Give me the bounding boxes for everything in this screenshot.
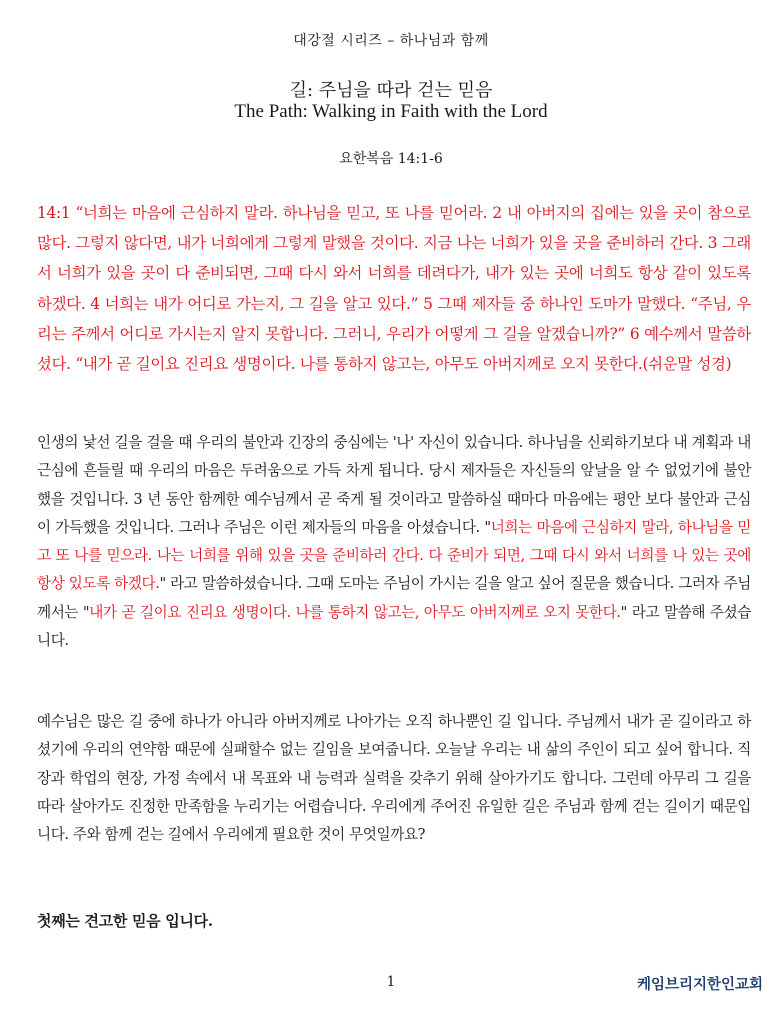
paragraph-1-text-b: " 라고 말씀하셨습니다. 그때 도마는 주님이 가시는 길을 알고 싶어 질문을 했습니다. 그러자 주님께서는 ": [37, 575, 751, 621]
body-paragraph-2: 예수님은 많은 길 중에 하나가 아니라 아버지께로 나아가는 오직 하나뿐인 길 입니다. 주님께서 내가 곧 길이라고 하셨기에 우리의 연약함 때문에 실패할수 없는 길임을 보여줍니다. 오늘날 우리는 내 삶의 주인이 되고 싶어 합니다. 직장과 학업의 현장, 가정 속에서 내 목표와 내 능력과 실력을 갖추기 위해 살아가기도 합니다. 그런데 아무리 그 길을 따라 살아가도 진정한 만족함을 누리기는 어렵습니다. 우리에게 주어진 유일한 길은 주님과 함께 걷는 길이기 때문입니다. 주와 함께 걷는 길에서 우리에게 필요한 것이 무엇일까요?: [37, 713, 751, 844]
scripture-reference: 요한복음 14:1-6: [339, 151, 443, 167]
sermon-title-korean: 길: 주님을 따라 걷는 믿음: [289, 80, 493, 101]
paragraph-1-text-a: 인생의 낯선 길을 걸을 때 우리의 불안과 긴장의 중심에는 '나' 자신이 있습니다. 하나님을 신뢰하기보다 내 계획과 내 근심에 흔들릴 때 우리의 마음은 두려움으로 가득 차게 됩니다. 당시 제자들은 자신들의 앞날을 알 수 없었기에 불안했을 것입니다. 3 년 동안 함께한 예수님께서 곧 죽게 될 것이라고 말씀하실 때마다 마음에는 평안 보다 불안과 근심이 가득했을 것입니다. 그러나 주님은 이런 제자들의 마음을 아셨습니다. ": [37, 434, 751, 536]
scripture-passage: 14:1 “너희는 마음에 근심하지 말라. 하나님을 믿고, 또 나를 믿어라. 2 내 아버지의 집에는 있을 곳이 참으로 많다. 그렇지 않다면, 내가 너희에게 그렇게 말했을 것이다. 지금 나는 너희가 있을 곳을 준비하러 간다. 3 그래서 너희가 있을 곳이 다 준비되면, 그때 다시 와서 너희를 데려다가, 내가 있는 곳에 너희도 항상 같이 있도록 하겠다. 4 너희는 내가 어디로 가는지, 그 길을 알고 있다.” 5 그때 제자들 중 하나인 도마가 말했다. “주님, 우리는 주께서 어디로 가시는지 알지 못합니다. 그러니, 우리가 어떻게 그 길을 알겠습니까?” 6 예수께서 말씀하셨다. “내가 곧 길이요 진리요 생명이다. 나를 통하지 않고는, 아무도 아버지께로 오지 못한다.(쉬운말 성경): [37, 204, 751, 374]
quote-jesus-2: 내가 곧 길이요 진리요 생명이다. 나를 통하지 않고는, 아무도 아버지께로 오지 못한다.: [89, 603, 621, 621]
section-heading: 첫째는 견고한 믿음 입니다.: [37, 912, 213, 930]
body-paragraph-1: [37, 429, 751, 655]
series-title: 대강절 시리즈 – 하나님과 함께: [293, 33, 489, 49]
quote-jesus-1: 너희는 마음에 근심하지 말라, 하나님을 믿고 또 나를 믿으라. 나는 너희를 위해 있을 곳을 준비하러 간다. 다 준비가 되면, 그때 다시 와서 너희를 나 있는 곳에 항상 있도록 하겠다.: [37, 518, 751, 593]
page-number: 1: [386, 974, 396, 990]
paragraph-1-text-c: " 라고 말씀해 주셨습니다.: [37, 603, 751, 650]
sermon-title-english: The Path: Walking in Faith with the Lord: [234, 101, 548, 122]
church-name: 케임브리지한인교회: [636, 977, 763, 993]
